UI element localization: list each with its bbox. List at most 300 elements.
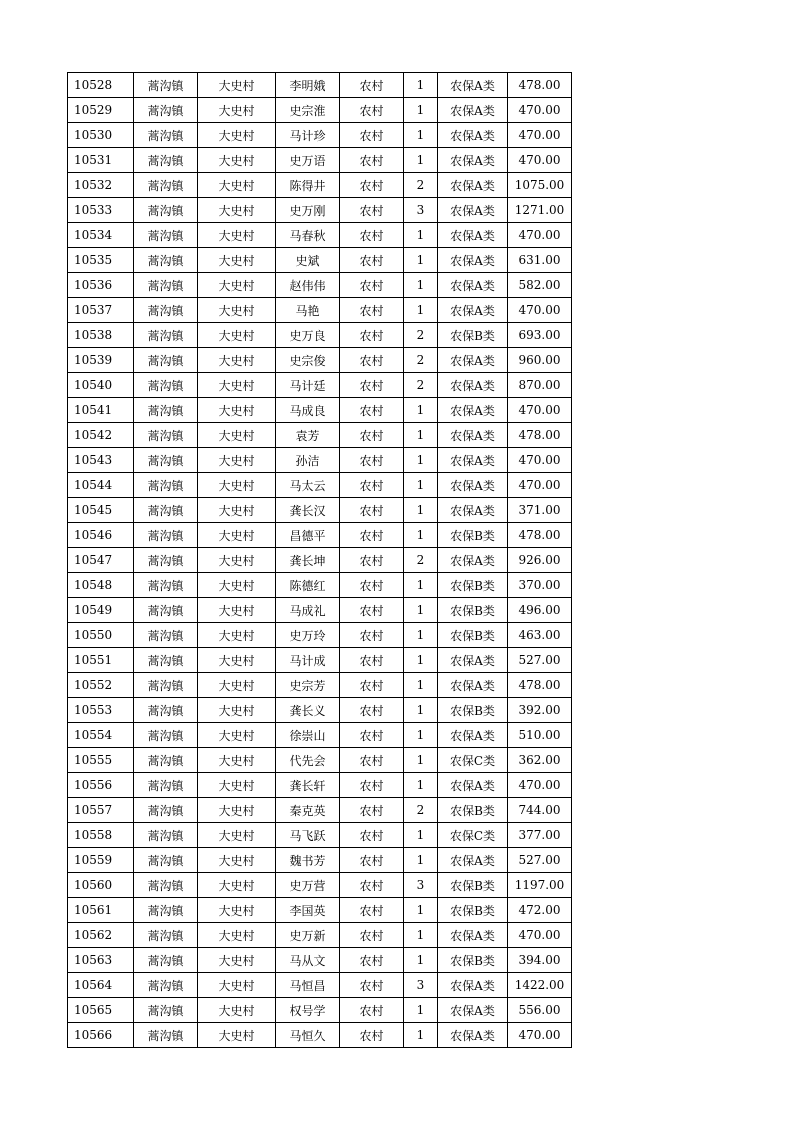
- town-cell: 蒿沟镇: [134, 848, 198, 873]
- amount-cell: 370.00: [508, 573, 572, 598]
- household-type-cell: 农村: [340, 448, 404, 473]
- name-cell: 李国英: [276, 898, 340, 923]
- member-count-cell: 1: [404, 823, 438, 848]
- household-type-cell: 农村: [340, 598, 404, 623]
- member-count-cell: 1: [404, 998, 438, 1023]
- category-cell: 农保B类: [438, 323, 508, 348]
- name-cell: 史万良: [276, 323, 340, 348]
- name-cell: 龚长汉: [276, 498, 340, 523]
- name-cell: 马计珍: [276, 123, 340, 148]
- category-cell: 农保A类: [438, 273, 508, 298]
- village-cell: 大史村: [198, 223, 276, 248]
- town-cell: 蒿沟镇: [134, 748, 198, 773]
- amount-cell: 870.00: [508, 373, 572, 398]
- name-cell: 史宗芳: [276, 673, 340, 698]
- member-count-cell: 1: [404, 698, 438, 723]
- category-cell: 农保B类: [438, 623, 508, 648]
- amount-cell: 510.00: [508, 723, 572, 748]
- town-cell: 蒿沟镇: [134, 573, 198, 598]
- record-id-cell: 10528: [68, 73, 134, 98]
- amount-cell: 362.00: [508, 748, 572, 773]
- table-row: [68, 198, 572, 223]
- member-count-cell: 1: [404, 423, 438, 448]
- record-id-cell: 10532: [68, 173, 134, 198]
- amount-cell: 470.00: [508, 98, 572, 123]
- table-row: [68, 723, 572, 748]
- record-id-cell: 10555: [68, 748, 134, 773]
- member-count-cell: 1: [404, 948, 438, 973]
- household-type-cell: 农村: [340, 723, 404, 748]
- amount-cell: 1422.00: [508, 973, 572, 998]
- category-cell: 农保A类: [438, 198, 508, 223]
- town-cell: 蒿沟镇: [134, 823, 198, 848]
- table-row: [68, 648, 572, 673]
- town-cell: 蒿沟镇: [134, 298, 198, 323]
- amount-cell: 693.00: [508, 323, 572, 348]
- household-type-cell: 农村: [340, 748, 404, 773]
- town-cell: 蒿沟镇: [134, 373, 198, 398]
- town-cell: 蒿沟镇: [134, 498, 198, 523]
- record-id-cell: 10546: [68, 523, 134, 548]
- record-id-cell: 10543: [68, 448, 134, 473]
- village-cell: 大史村: [198, 773, 276, 798]
- member-count-cell: 2: [404, 373, 438, 398]
- town-cell: 蒿沟镇: [134, 623, 198, 648]
- town-cell: 蒿沟镇: [134, 448, 198, 473]
- category-cell: 农保A类: [438, 923, 508, 948]
- member-count-cell: 1: [404, 623, 438, 648]
- village-cell: 大史村: [198, 598, 276, 623]
- name-cell: 龚长义: [276, 698, 340, 723]
- village-cell: 大史村: [198, 998, 276, 1023]
- household-type-cell: 农村: [340, 498, 404, 523]
- household-type-cell: 农村: [340, 873, 404, 898]
- amount-cell: 496.00: [508, 598, 572, 623]
- amount-cell: 1197.00: [508, 873, 572, 898]
- category-cell: 农保A类: [438, 123, 508, 148]
- member-count-cell: 2: [404, 798, 438, 823]
- member-count-cell: 3: [404, 198, 438, 223]
- member-count-cell: 1: [404, 448, 438, 473]
- record-id-cell: 10563: [68, 948, 134, 973]
- table-row: [68, 948, 572, 973]
- category-cell: 农保A类: [438, 548, 508, 573]
- village-cell: 大史村: [198, 973, 276, 998]
- table-row: [68, 373, 572, 398]
- village-cell: 大史村: [198, 148, 276, 173]
- village-cell: 大史村: [198, 523, 276, 548]
- village-cell: 大史村: [198, 98, 276, 123]
- amount-cell: 470.00: [508, 923, 572, 948]
- household-type-cell: 农村: [340, 648, 404, 673]
- member-count-cell: 1: [404, 73, 438, 98]
- record-id-cell: 10554: [68, 723, 134, 748]
- table-row: [68, 348, 572, 373]
- record-id-cell: 10538: [68, 323, 134, 348]
- amount-cell: 582.00: [508, 273, 572, 298]
- household-type-cell: 农村: [340, 823, 404, 848]
- member-count-cell: 1: [404, 473, 438, 498]
- village-cell: 大史村: [198, 248, 276, 273]
- category-cell: 农保A类: [438, 648, 508, 673]
- household-type-cell: 农村: [340, 223, 404, 248]
- village-cell: 大史村: [198, 123, 276, 148]
- town-cell: 蒿沟镇: [134, 773, 198, 798]
- member-count-cell: 3: [404, 873, 438, 898]
- village-cell: 大史村: [198, 173, 276, 198]
- household-type-cell: 农村: [340, 773, 404, 798]
- table-row: [68, 498, 572, 523]
- amount-cell: 392.00: [508, 698, 572, 723]
- town-cell: 蒿沟镇: [134, 323, 198, 348]
- category-cell: 农保B类: [438, 598, 508, 623]
- village-cell: 大史村: [198, 698, 276, 723]
- record-id-cell: 10551: [68, 648, 134, 673]
- household-type-cell: 农村: [340, 173, 404, 198]
- record-id-cell: 10558: [68, 823, 134, 848]
- village-cell: 大史村: [198, 273, 276, 298]
- village-cell: 大史村: [198, 73, 276, 98]
- name-cell: 马从文: [276, 948, 340, 973]
- household-type-cell: 农村: [340, 298, 404, 323]
- village-cell: 大史村: [198, 198, 276, 223]
- amount-cell: 470.00: [508, 298, 572, 323]
- amount-cell: 470.00: [508, 448, 572, 473]
- amount-cell: 527.00: [508, 648, 572, 673]
- household-type-cell: 农村: [340, 323, 404, 348]
- village-cell: 大史村: [198, 373, 276, 398]
- table-row: [68, 423, 572, 448]
- category-cell: 农保A类: [438, 248, 508, 273]
- record-id-cell: 10542: [68, 423, 134, 448]
- table-row: [68, 73, 572, 98]
- household-type-cell: 农村: [340, 273, 404, 298]
- name-cell: 陈得井: [276, 173, 340, 198]
- name-cell: 史宗淮: [276, 98, 340, 123]
- household-type-cell: 农村: [340, 573, 404, 598]
- amount-cell: 478.00: [508, 523, 572, 548]
- village-cell: 大史村: [198, 648, 276, 673]
- record-id-cell: 10544: [68, 473, 134, 498]
- table-row: [68, 798, 572, 823]
- amount-cell: 394.00: [508, 948, 572, 973]
- name-cell: 马计成: [276, 648, 340, 673]
- name-cell: 袁芳: [276, 423, 340, 448]
- town-cell: 蒿沟镇: [134, 698, 198, 723]
- table-row: [68, 673, 572, 698]
- amount-cell: 1075.00: [508, 173, 572, 198]
- record-id-cell: 10550: [68, 623, 134, 648]
- name-cell: 徐崇山: [276, 723, 340, 748]
- town-cell: 蒿沟镇: [134, 273, 198, 298]
- table-row: [68, 173, 572, 198]
- record-id-cell: 10552: [68, 673, 134, 698]
- village-cell: 大史村: [198, 748, 276, 773]
- record-id-cell: 10540: [68, 373, 134, 398]
- member-count-cell: 1: [404, 123, 438, 148]
- category-cell: 农保A类: [438, 673, 508, 698]
- household-type-cell: 农村: [340, 148, 404, 173]
- name-cell: 龚长轩: [276, 773, 340, 798]
- amount-cell: 631.00: [508, 248, 572, 273]
- member-count-cell: 1: [404, 748, 438, 773]
- record-id-cell: 10529: [68, 98, 134, 123]
- category-cell: 农保A类: [438, 173, 508, 198]
- table-row: [68, 598, 572, 623]
- household-type-cell: 农村: [340, 973, 404, 998]
- name-cell: 马成良: [276, 398, 340, 423]
- town-cell: 蒿沟镇: [134, 998, 198, 1023]
- member-count-cell: 1: [404, 98, 438, 123]
- town-cell: 蒿沟镇: [134, 98, 198, 123]
- town-cell: 蒿沟镇: [134, 248, 198, 273]
- records-table-container: [67, 72, 572, 1048]
- village-cell: 大史村: [198, 848, 276, 873]
- member-count-cell: 1: [404, 648, 438, 673]
- category-cell: 农保A类: [438, 1023, 508, 1048]
- town-cell: 蒿沟镇: [134, 873, 198, 898]
- name-cell: 马恒久: [276, 1023, 340, 1048]
- village-cell: 大史村: [198, 723, 276, 748]
- amount-cell: 1271.00: [508, 198, 572, 223]
- household-type-cell: 农村: [340, 998, 404, 1023]
- records-table: [67, 72, 572, 1048]
- household-type-cell: 农村: [340, 198, 404, 223]
- village-cell: 大史村: [198, 348, 276, 373]
- amount-cell: 556.00: [508, 998, 572, 1023]
- category-cell: 农保B类: [438, 798, 508, 823]
- name-cell: 马艳: [276, 298, 340, 323]
- member-count-cell: 1: [404, 148, 438, 173]
- household-type-cell: 农村: [340, 73, 404, 98]
- household-type-cell: 农村: [340, 673, 404, 698]
- record-id-cell: 10553: [68, 698, 134, 723]
- category-cell: 农保A类: [438, 973, 508, 998]
- name-cell: 马成礼: [276, 598, 340, 623]
- name-cell: 龚长坤: [276, 548, 340, 573]
- member-count-cell: 1: [404, 498, 438, 523]
- table-row: [68, 548, 572, 573]
- record-id-cell: 10557: [68, 798, 134, 823]
- record-id-cell: 10531: [68, 148, 134, 173]
- category-cell: 农保A类: [438, 723, 508, 748]
- village-cell: 大史村: [198, 398, 276, 423]
- table-row: [68, 698, 572, 723]
- category-cell: 农保A类: [438, 423, 508, 448]
- town-cell: 蒿沟镇: [134, 148, 198, 173]
- amount-cell: 527.00: [508, 848, 572, 873]
- table-row: [68, 823, 572, 848]
- record-id-cell: 10533: [68, 198, 134, 223]
- name-cell: 史万新: [276, 923, 340, 948]
- record-id-cell: 10565: [68, 998, 134, 1023]
- table-row: [68, 273, 572, 298]
- record-id-cell: 10560: [68, 873, 134, 898]
- village-cell: 大史村: [198, 873, 276, 898]
- member-count-cell: 1: [404, 773, 438, 798]
- name-cell: 史斌: [276, 248, 340, 273]
- village-cell: 大史村: [198, 948, 276, 973]
- amount-cell: 472.00: [508, 898, 572, 923]
- member-count-cell: 2: [404, 323, 438, 348]
- village-cell: 大史村: [198, 673, 276, 698]
- record-id-cell: 10564: [68, 973, 134, 998]
- town-cell: 蒿沟镇: [134, 598, 198, 623]
- name-cell: 马计廷: [276, 373, 340, 398]
- member-count-cell: 1: [404, 848, 438, 873]
- category-cell: 农保B类: [438, 873, 508, 898]
- town-cell: 蒿沟镇: [134, 73, 198, 98]
- town-cell: 蒿沟镇: [134, 423, 198, 448]
- table-row: [68, 773, 572, 798]
- record-id-cell: 10536: [68, 273, 134, 298]
- village-cell: 大史村: [198, 298, 276, 323]
- amount-cell: 470.00: [508, 148, 572, 173]
- category-cell: 农保A类: [438, 148, 508, 173]
- name-cell: 史万语: [276, 148, 340, 173]
- household-type-cell: 农村: [340, 248, 404, 273]
- amount-cell: 478.00: [508, 673, 572, 698]
- household-type-cell: 农村: [340, 848, 404, 873]
- name-cell: 马春秋: [276, 223, 340, 248]
- category-cell: 农保A类: [438, 998, 508, 1023]
- category-cell: 农保A类: [438, 473, 508, 498]
- town-cell: 蒿沟镇: [134, 948, 198, 973]
- village-cell: 大史村: [198, 898, 276, 923]
- category-cell: 农保A类: [438, 223, 508, 248]
- name-cell: 陈德红: [276, 573, 340, 598]
- table-row: [68, 973, 572, 998]
- village-cell: 大史村: [198, 623, 276, 648]
- record-id-cell: 10537: [68, 298, 134, 323]
- name-cell: 李明娥: [276, 73, 340, 98]
- member-count-cell: 1: [404, 923, 438, 948]
- table-row: [68, 573, 572, 598]
- record-id-cell: 10539: [68, 348, 134, 373]
- table-row: [68, 623, 572, 648]
- table-row: [68, 523, 572, 548]
- member-count-cell: 1: [404, 723, 438, 748]
- table-row: [68, 448, 572, 473]
- table-row: [68, 248, 572, 273]
- amount-cell: 371.00: [508, 498, 572, 523]
- member-count-cell: 2: [404, 548, 438, 573]
- table-body: [68, 73, 572, 1048]
- member-count-cell: 1: [404, 223, 438, 248]
- amount-cell: 470.00: [508, 473, 572, 498]
- village-cell: 大史村: [198, 323, 276, 348]
- record-id-cell: 10541: [68, 398, 134, 423]
- town-cell: 蒿沟镇: [134, 723, 198, 748]
- table-row: [68, 148, 572, 173]
- name-cell: 马飞跃: [276, 823, 340, 848]
- household-type-cell: 农村: [340, 948, 404, 973]
- town-cell: 蒿沟镇: [134, 973, 198, 998]
- household-type-cell: 农村: [340, 523, 404, 548]
- household-type-cell: 农村: [340, 623, 404, 648]
- amount-cell: 926.00: [508, 548, 572, 573]
- household-type-cell: 农村: [340, 423, 404, 448]
- amount-cell: 478.00: [508, 423, 572, 448]
- town-cell: 蒿沟镇: [134, 123, 198, 148]
- table-row: [68, 873, 572, 898]
- table-row: [68, 748, 572, 773]
- village-cell: 大史村: [198, 548, 276, 573]
- table-row: [68, 998, 572, 1023]
- member-count-cell: 1: [404, 273, 438, 298]
- table-row: [68, 123, 572, 148]
- amount-cell: 960.00: [508, 348, 572, 373]
- town-cell: 蒿沟镇: [134, 523, 198, 548]
- table-row: [68, 398, 572, 423]
- table-row: [68, 473, 572, 498]
- household-type-cell: 农村: [340, 348, 404, 373]
- table-row: [68, 98, 572, 123]
- member-count-cell: 1: [404, 573, 438, 598]
- town-cell: 蒿沟镇: [134, 648, 198, 673]
- category-cell: 农保A类: [438, 448, 508, 473]
- record-id-cell: 10530: [68, 123, 134, 148]
- category-cell: 农保B类: [438, 948, 508, 973]
- member-count-cell: 2: [404, 348, 438, 373]
- member-count-cell: 1: [404, 898, 438, 923]
- village-cell: 大史村: [198, 798, 276, 823]
- household-type-cell: 农村: [340, 898, 404, 923]
- record-id-cell: 10548: [68, 573, 134, 598]
- household-type-cell: 农村: [340, 548, 404, 573]
- amount-cell: 470.00: [508, 1023, 572, 1048]
- record-id-cell: 10562: [68, 923, 134, 948]
- record-id-cell: 10556: [68, 773, 134, 798]
- name-cell: 孙洁: [276, 448, 340, 473]
- member-count-cell: 1: [404, 248, 438, 273]
- amount-cell: 470.00: [508, 773, 572, 798]
- record-id-cell: 10535: [68, 248, 134, 273]
- table-row: [68, 898, 572, 923]
- household-type-cell: 农村: [340, 1023, 404, 1048]
- amount-cell: 377.00: [508, 823, 572, 848]
- member-count-cell: 1: [404, 398, 438, 423]
- household-type-cell: 农村: [340, 373, 404, 398]
- name-cell: 代先会: [276, 748, 340, 773]
- household-type-cell: 农村: [340, 98, 404, 123]
- record-id-cell: 10545: [68, 498, 134, 523]
- amount-cell: 478.00: [508, 73, 572, 98]
- town-cell: 蒿沟镇: [134, 798, 198, 823]
- town-cell: 蒿沟镇: [134, 198, 198, 223]
- name-cell: 史万刚: [276, 198, 340, 223]
- category-cell: 农保C类: [438, 748, 508, 773]
- table-row: [68, 848, 572, 873]
- town-cell: 蒿沟镇: [134, 548, 198, 573]
- village-cell: 大史村: [198, 1023, 276, 1048]
- village-cell: 大史村: [198, 423, 276, 448]
- village-cell: 大史村: [198, 923, 276, 948]
- table-row: [68, 323, 572, 348]
- table-row: [68, 223, 572, 248]
- record-id-cell: 10561: [68, 898, 134, 923]
- member-count-cell: 3: [404, 973, 438, 998]
- category-cell: 农保A类: [438, 498, 508, 523]
- name-cell: 昌德平: [276, 523, 340, 548]
- amount-cell: 470.00: [508, 223, 572, 248]
- category-cell: 农保B类: [438, 523, 508, 548]
- town-cell: 蒿沟镇: [134, 898, 198, 923]
- amount-cell: 463.00: [508, 623, 572, 648]
- town-cell: 蒿沟镇: [134, 673, 198, 698]
- member-count-cell: 2: [404, 173, 438, 198]
- household-type-cell: 农村: [340, 123, 404, 148]
